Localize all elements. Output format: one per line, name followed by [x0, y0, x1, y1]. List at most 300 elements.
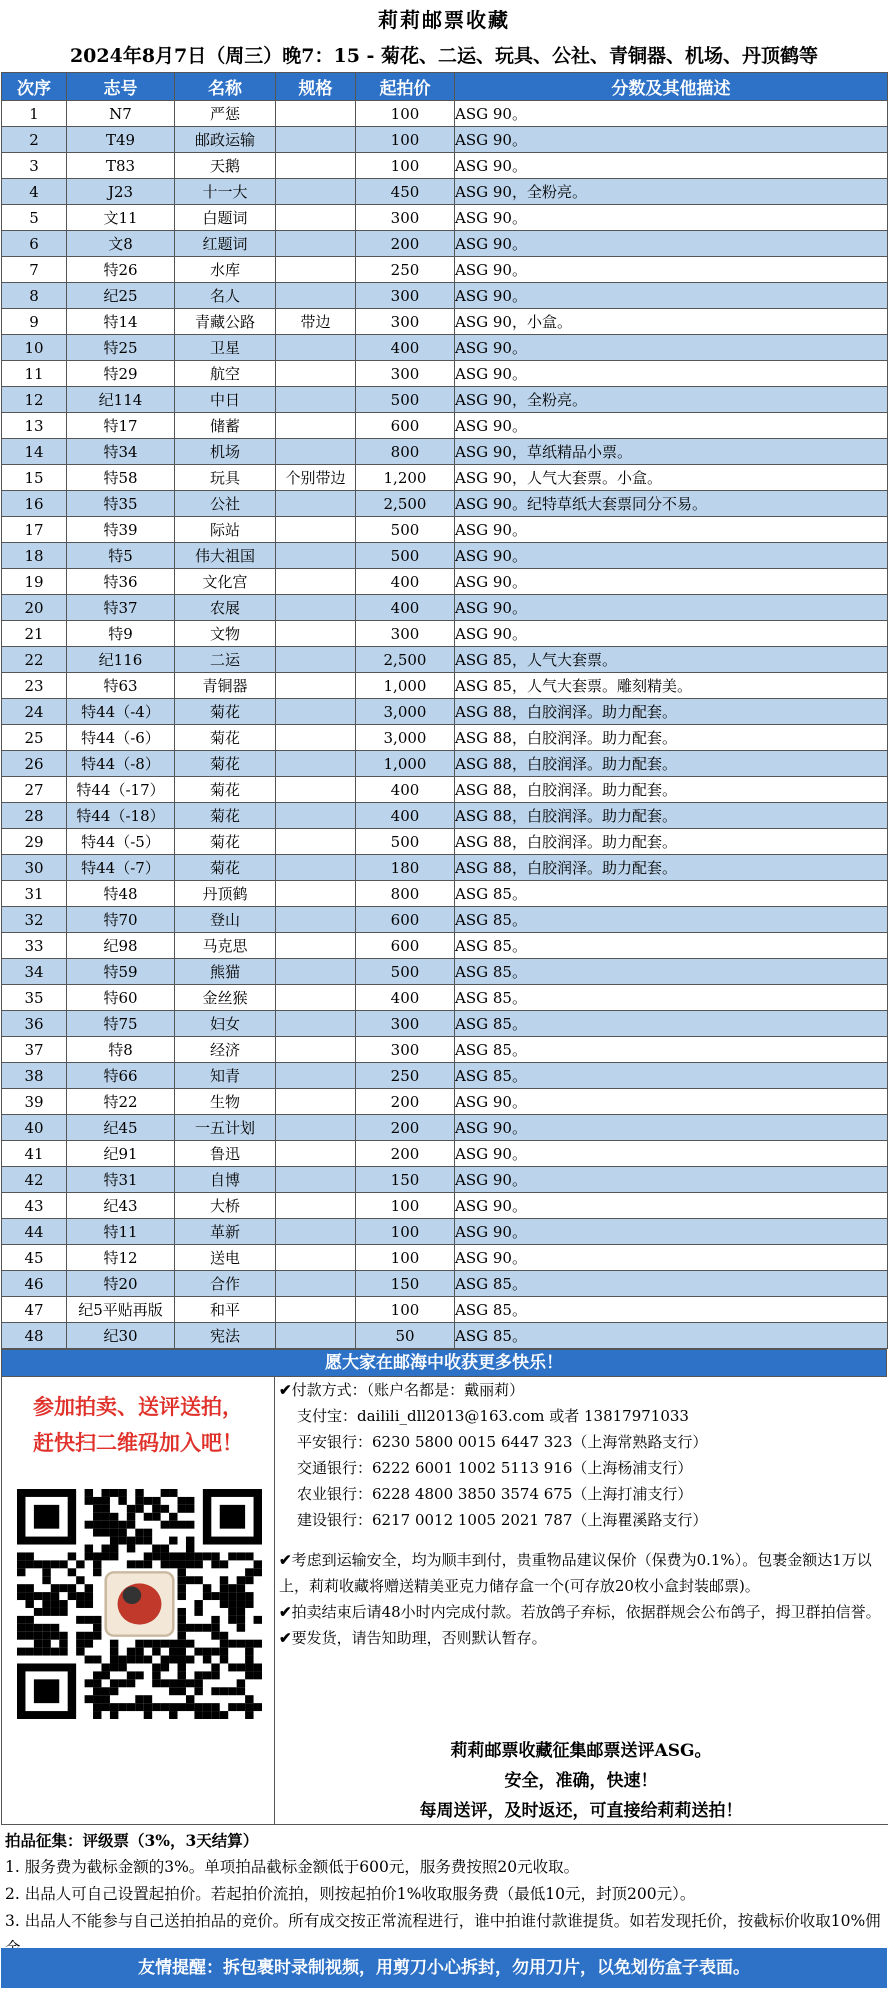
slogan-line: 安全，准确，快速！	[504, 1771, 658, 1791]
start-price: 300	[356, 621, 455, 647]
spec	[276, 1089, 356, 1115]
lot-number: 7	[2, 257, 67, 283]
spec	[276, 101, 356, 127]
lot-number: 6	[2, 231, 67, 257]
stamp-code: 纪30	[67, 1323, 175, 1349]
stamp-code: 特39	[67, 517, 175, 543]
stamp-code: 特44（-18）	[67, 803, 175, 829]
start-price: 400	[356, 569, 455, 595]
stamp-code: 特36	[67, 569, 175, 595]
start-price: 200	[356, 1089, 455, 1115]
check-icon: ✔	[279, 1603, 292, 1621]
grade-description: ASG 90。	[455, 101, 888, 127]
stamp-name: 公社	[175, 491, 276, 517]
table-row	[2, 907, 888, 933]
bank-line: 交通银行：6222 6001 1002 5113 916（上海杨浦支行）	[297, 1459, 693, 1477]
stamp-code: 特12	[67, 1245, 175, 1271]
spec	[276, 1063, 356, 1089]
start-price: 800	[356, 881, 455, 907]
stamp-code: 特44（-4）	[67, 699, 175, 725]
table-row	[2, 1297, 888, 1323]
stamp-code: 特44（-5）	[67, 829, 175, 855]
table-row	[2, 985, 888, 1011]
table-row	[2, 725, 888, 751]
table-row	[2, 309, 888, 335]
table-row	[2, 335, 888, 361]
grade-description: ASG 90，全粉亮。	[455, 387, 888, 413]
lot-number: 18	[2, 543, 67, 569]
spec: 带边	[276, 309, 356, 335]
start-price: 300	[356, 361, 455, 387]
stamp-code: 特37	[67, 595, 175, 621]
grade-description: ASG 88，白胶润泽。助力配套。	[455, 829, 888, 855]
lot-number: 31	[2, 881, 67, 907]
spec	[276, 1245, 356, 1271]
spec	[276, 153, 356, 179]
column-header: 起拍价	[356, 73, 455, 101]
stamp-code: 纪91	[67, 1141, 175, 1167]
lot-number: 29	[2, 829, 67, 855]
grade-description: ASG 90。	[455, 621, 888, 647]
column-header: 志号	[67, 73, 175, 101]
stamp-code: 特44（-6）	[67, 725, 175, 751]
table-row	[2, 491, 888, 517]
stamp-code: N7	[67, 101, 175, 127]
rule-item: 1. 服务费为截标金额的3%。单项拍品截标金额低于600元，服务费按照20元收取。	[5, 1858, 580, 1876]
lot-number: 20	[2, 595, 67, 621]
stamp-name: 文化宫	[175, 569, 276, 595]
spec	[276, 127, 356, 153]
grade-description: ASG 85。	[455, 907, 888, 933]
grade-description: ASG 90。	[455, 1115, 888, 1141]
stamp-code: 特59	[67, 959, 175, 985]
footer-reminder: 友情提醒：拆包裹时录制视频，用剪刀小心拆封，勿用刀片，以免划伤盒子表面。	[1, 1948, 887, 1988]
table-row	[2, 803, 888, 829]
stamp-code: 特44（-7）	[67, 855, 175, 881]
spec	[276, 1141, 356, 1167]
table-row	[2, 179, 888, 205]
grade-description: ASG 90，小盒。	[455, 309, 888, 335]
stamp-name: 文物	[175, 621, 276, 647]
stamp-code: 特44（-8）	[67, 751, 175, 777]
start-price: 600	[356, 413, 455, 439]
wish-banner: 愿大家在邮海中收获更多快乐！	[1, 1349, 887, 1377]
stamp-code: 特5	[67, 543, 175, 569]
table-row	[2, 153, 888, 179]
stamp-name: 经济	[175, 1037, 276, 1063]
grade-description: ASG 90。	[455, 153, 888, 179]
stamp-code: 特11	[67, 1219, 175, 1245]
start-price: 1,200	[356, 465, 455, 491]
grade-description: ASG 90，人气大套票。小盒。	[455, 465, 888, 491]
start-price: 200	[356, 1141, 455, 1167]
lot-number: 37	[2, 1037, 67, 1063]
stamp-name: 菊花	[175, 777, 276, 803]
table-row	[2, 543, 888, 569]
lot-number: 24	[2, 699, 67, 725]
stamp-name: 十一大	[175, 179, 276, 205]
start-price: 2,500	[356, 491, 455, 517]
stamp-name: 菊花	[175, 829, 276, 855]
stamp-code: 特48	[67, 881, 175, 907]
start-price: 250	[356, 1063, 455, 1089]
lot-number: 48	[2, 1323, 67, 1349]
stamp-code: 特17	[67, 413, 175, 439]
column-header: 名称	[175, 73, 276, 101]
spec	[276, 621, 356, 647]
start-price: 150	[356, 1167, 455, 1193]
start-price: 200	[356, 231, 455, 257]
stamp-code: 纪98	[67, 933, 175, 959]
start-price: 150	[356, 1271, 455, 1297]
stamp-name: 鲁迅	[175, 1141, 276, 1167]
stamp-name: 和平	[175, 1297, 276, 1323]
spec	[276, 985, 356, 1011]
spec	[276, 1037, 356, 1063]
table-row	[2, 777, 888, 803]
stamp-code: 纪114	[67, 387, 175, 413]
spec	[276, 1323, 356, 1349]
spec	[276, 1271, 356, 1297]
stamp-name: 名人	[175, 283, 276, 309]
start-price: 3,000	[356, 699, 455, 725]
stamp-name: 红题词	[175, 231, 276, 257]
grade-description: ASG 90。	[455, 257, 888, 283]
table-row	[2, 1141, 888, 1167]
stamp-code: T49	[67, 127, 175, 153]
stamp-code: 特58	[67, 465, 175, 491]
grade-description: ASG 85。	[455, 1037, 888, 1063]
start-price: 100	[356, 101, 455, 127]
start-price: 250	[356, 257, 455, 283]
table-row	[2, 387, 888, 413]
rules-section	[1, 1825, 887, 1964]
start-price: 300	[356, 309, 455, 335]
stamp-code: 特20	[67, 1271, 175, 1297]
grade-description: ASG 90。	[455, 413, 888, 439]
stamp-name: 登山	[175, 907, 276, 933]
stamp-code: 特14	[67, 309, 175, 335]
slogan-line: 莉莉邮票收藏征集邮票送评ASG。	[450, 1741, 712, 1761]
bank-line: 农业银行：6228 4800 3850 3574 675（上海打浦支行）	[297, 1485, 693, 1503]
lot-number: 17	[2, 517, 67, 543]
table-row	[2, 569, 888, 595]
check-icon: ✔	[279, 1629, 292, 1647]
table-row	[2, 829, 888, 855]
start-price: 100	[356, 1219, 455, 1245]
lot-number: 19	[2, 569, 67, 595]
table-row	[2, 1063, 888, 1089]
note-text: 考虑到运输安全，均为顺丰到付，贵重物品建议保价（保费为0.1%）。包裹金额达1万以上，莉莉收藏将赠送精美亚克力储存盒一个(可存放20枚小盒封装邮票)。	[279, 1551, 872, 1595]
rules-heading: 拍品征集：评级票（3%，3天结算）	[5, 1831, 259, 1850]
stamp-name: 农展	[175, 595, 276, 621]
start-price: 500	[356, 959, 455, 985]
column-header: 规格	[276, 73, 356, 101]
start-price: 300	[356, 1011, 455, 1037]
stamp-name: 二运	[175, 647, 276, 673]
spec	[276, 387, 356, 413]
stamp-code: 纪25	[67, 283, 175, 309]
grade-description: ASG 85。	[455, 933, 888, 959]
grade-description: ASG 90。	[455, 335, 888, 361]
lot-number: 32	[2, 907, 67, 933]
stamp-code: 特70	[67, 907, 175, 933]
start-price: 100	[356, 1297, 455, 1323]
stamp-name: 宪法	[175, 1323, 276, 1349]
table-row	[2, 1011, 888, 1037]
stamp-name: 青铜器	[175, 673, 276, 699]
stamp-code: 特34	[67, 439, 175, 465]
stamp-name: 天鹅	[175, 153, 276, 179]
check-icon: ✔	[279, 1551, 292, 1569]
stamp-name: 妇女	[175, 1011, 276, 1037]
spec	[276, 673, 356, 699]
stamp-name: 金丝猴	[175, 985, 276, 1011]
spec	[276, 283, 356, 309]
start-price: 500	[356, 387, 455, 413]
table-row	[2, 1167, 888, 1193]
table-row	[2, 517, 888, 543]
grade-description: ASG 90。	[455, 205, 888, 231]
spec	[276, 725, 356, 751]
grade-description: ASG 85。	[455, 881, 888, 907]
table-row	[2, 1193, 888, 1219]
lot-number: 4	[2, 179, 67, 205]
stamp-name: 机场	[175, 439, 276, 465]
spec	[276, 933, 356, 959]
grade-description: ASG 85。	[455, 985, 888, 1011]
auction-table	[1, 72, 888, 1349]
stamp-name: 菊花	[175, 725, 276, 751]
stamp-name: 玩具	[175, 465, 276, 491]
table-row	[2, 751, 888, 777]
table-row	[2, 1271, 888, 1297]
grade-description: ASG 85。	[455, 1011, 888, 1037]
grade-description: ASG 88，白胶润泽。助力配套。	[455, 777, 888, 803]
start-price: 400	[356, 595, 455, 621]
stamp-code: 特26	[67, 257, 175, 283]
start-price: 100	[356, 1245, 455, 1271]
start-price: 300	[356, 283, 455, 309]
stamp-code: 特35	[67, 491, 175, 517]
stamp-code: 文8	[67, 231, 175, 257]
stamp-name: 菊花	[175, 803, 276, 829]
start-price: 400	[356, 777, 455, 803]
stamp-code: 纪43	[67, 1193, 175, 1219]
promo-panel	[2, 1377, 275, 1734]
rule-item: 3. 出品人不能参与自己送拍拍品的竞价。所有成交按正常流程进行，谁中拍谁付款谁提货。如若发现托价，按截标价收取10%佣	[5, 1912, 881, 1930]
lot-number: 13	[2, 413, 67, 439]
lot-number: 27	[2, 777, 67, 803]
grade-description: ASG 85。	[455, 1271, 888, 1297]
lot-number: 28	[2, 803, 67, 829]
promo-text	[2, 1389, 274, 1461]
page-subtitle: 2024年8月7日（周三）晚7：15 - 菊花、二运、玩具、公社、青铜器、机场、丹顶鹤等	[69, 45, 819, 67]
spec	[276, 595, 356, 621]
stamp-name: 菊花	[175, 855, 276, 881]
start-price: 400	[356, 335, 455, 361]
lot-number: 5	[2, 205, 67, 231]
stamp-name: 马克思	[175, 933, 276, 959]
grade-description: ASG 90。	[455, 1167, 888, 1193]
start-price: 500	[356, 829, 455, 855]
stamp-name: 菊花	[175, 699, 276, 725]
lot-number: 43	[2, 1193, 67, 1219]
spec	[276, 1219, 356, 1245]
spec	[276, 257, 356, 283]
lot-number: 12	[2, 387, 67, 413]
bank-line: 平安银行：6230 5800 0015 6447 323（上海常熟路支行）	[297, 1433, 708, 1451]
stamp-code: 特44（-17）	[67, 777, 175, 803]
spec	[276, 335, 356, 361]
lot-number: 23	[2, 673, 67, 699]
grade-description: ASG 90。	[455, 231, 888, 257]
lot-number: 47	[2, 1297, 67, 1323]
start-price: 3,000	[356, 725, 455, 751]
grade-description: ASG 88，白胶润泽。助力配套。	[455, 855, 888, 881]
grade-description: ASG 85。	[455, 959, 888, 985]
stamp-name: 青藏公路	[175, 309, 276, 335]
table-row	[2, 439, 888, 465]
grade-description: ASG 85，人气大套票。	[455, 647, 888, 673]
spec	[276, 1167, 356, 1193]
lot-number: 16	[2, 491, 67, 517]
stamp-name: 严惩	[175, 101, 276, 127]
start-price: 300	[356, 1037, 455, 1063]
slogan-line: 每周送评，及时返还，可直接给莉莉送拍！	[419, 1801, 743, 1821]
promo-line: 赶快扫二维码加入吧！	[33, 1430, 243, 1455]
table-row	[2, 673, 888, 699]
table-row	[2, 1323, 888, 1349]
start-price: 2,500	[356, 647, 455, 673]
start-price: 800	[356, 439, 455, 465]
stamp-code: 特63	[67, 673, 175, 699]
lot-number: 15	[2, 465, 67, 491]
spec	[276, 361, 356, 387]
lot-number: 10	[2, 335, 67, 361]
spec	[276, 1297, 356, 1323]
lot-number: 22	[2, 647, 67, 673]
start-price: 1,000	[356, 751, 455, 777]
column-header: 次序	[2, 73, 67, 101]
start-price: 450	[356, 179, 455, 205]
stamp-code: 特29	[67, 361, 175, 387]
start-price: 100	[356, 127, 455, 153]
lot-number: 46	[2, 1271, 67, 1297]
spec	[276, 751, 356, 777]
lot-number: 41	[2, 1141, 67, 1167]
start-price: 500	[356, 543, 455, 569]
grade-description: ASG 90。	[455, 569, 888, 595]
table-row	[2, 257, 888, 283]
table-row	[2, 205, 888, 231]
lot-number: 9	[2, 309, 67, 335]
stamp-code: 特60	[67, 985, 175, 1011]
stamp-code: 特25	[67, 335, 175, 361]
stamp-name: 送电	[175, 1245, 276, 1271]
stamp-name: 水库	[175, 257, 276, 283]
start-price: 300	[356, 205, 455, 231]
lot-number: 25	[2, 725, 67, 751]
grade-description: ASG 85。	[455, 1063, 888, 1089]
grade-description: ASG 90。	[455, 1245, 888, 1271]
stamp-code: 特31	[67, 1167, 175, 1193]
lot-number: 40	[2, 1115, 67, 1141]
spec	[276, 881, 356, 907]
stamp-code: 特9	[67, 621, 175, 647]
spacer	[2, 1734, 275, 1824]
spec	[276, 517, 356, 543]
grade-description: ASG 88，白胶润泽。助力配套。	[455, 751, 888, 777]
spec	[276, 699, 356, 725]
table-row	[2, 1219, 888, 1245]
start-price: 1,000	[356, 673, 455, 699]
qr-code-icon[interactable]	[17, 1489, 262, 1719]
lot-number: 34	[2, 959, 67, 985]
lot-number: 26	[2, 751, 67, 777]
spec	[276, 647, 356, 673]
rule-item: 2. 出品人可自己设置起拍价。若起拍价流拍，则按起拍价1%收取服务费（最低10元，封顶200元）。	[5, 1885, 696, 1903]
stamp-name: 航空	[175, 361, 276, 387]
stamp-name: 生物	[175, 1089, 276, 1115]
stamp-name: 卫星	[175, 335, 276, 361]
table-row	[2, 413, 888, 439]
grade-description: ASG 90。	[455, 1089, 888, 1115]
stamp-name: 伟大祖国	[175, 543, 276, 569]
lot-number: 33	[2, 933, 67, 959]
stamp-name: 中日	[175, 387, 276, 413]
grade-description: ASG 88，白胶润泽。助力配套。	[455, 725, 888, 751]
grade-description: ASG 85。	[455, 1297, 888, 1323]
lot-number: 8	[2, 283, 67, 309]
column-header: 分数及其他描述	[455, 73, 888, 101]
payment-info	[275, 1377, 887, 1533]
table-row	[2, 855, 888, 881]
spec	[276, 413, 356, 439]
stamp-name: 合作	[175, 1271, 276, 1297]
spec	[276, 1193, 356, 1219]
table-row	[2, 283, 888, 309]
spec	[276, 231, 356, 257]
payment-heading: 付款方式：（账户名都是：戴丽莉）	[291, 1381, 525, 1399]
lot-number: 3	[2, 153, 67, 179]
lot-number: 1	[2, 101, 67, 127]
table-row	[2, 1089, 888, 1115]
stamp-name: 一五计划	[175, 1115, 276, 1141]
table-row	[2, 699, 888, 725]
table-row	[2, 101, 888, 127]
promo-line: 参加拍卖、送评送拍，	[33, 1394, 243, 1419]
lot-number: 42	[2, 1167, 67, 1193]
grade-description: ASG 90，草纸精品小票。	[455, 439, 888, 465]
table-row	[2, 647, 888, 673]
grade-description: ASG 90。	[455, 1219, 888, 1245]
grade-description: ASG 90，全粉亮。	[455, 179, 888, 205]
stamp-code: 纪45	[67, 1115, 175, 1141]
spec	[276, 205, 356, 231]
table-row	[2, 1037, 888, 1063]
notes	[275, 1547, 887, 1651]
lot-number: 30	[2, 855, 67, 881]
start-price: 50	[356, 1323, 455, 1349]
spec	[276, 179, 356, 205]
stamp-name: 知青	[175, 1063, 276, 1089]
grade-description: ASG 90。纪特草纸大套票同分不易。	[455, 491, 888, 517]
lot-number: 21	[2, 621, 67, 647]
table-row	[2, 465, 888, 491]
start-price: 400	[356, 985, 455, 1011]
table-row	[2, 933, 888, 959]
